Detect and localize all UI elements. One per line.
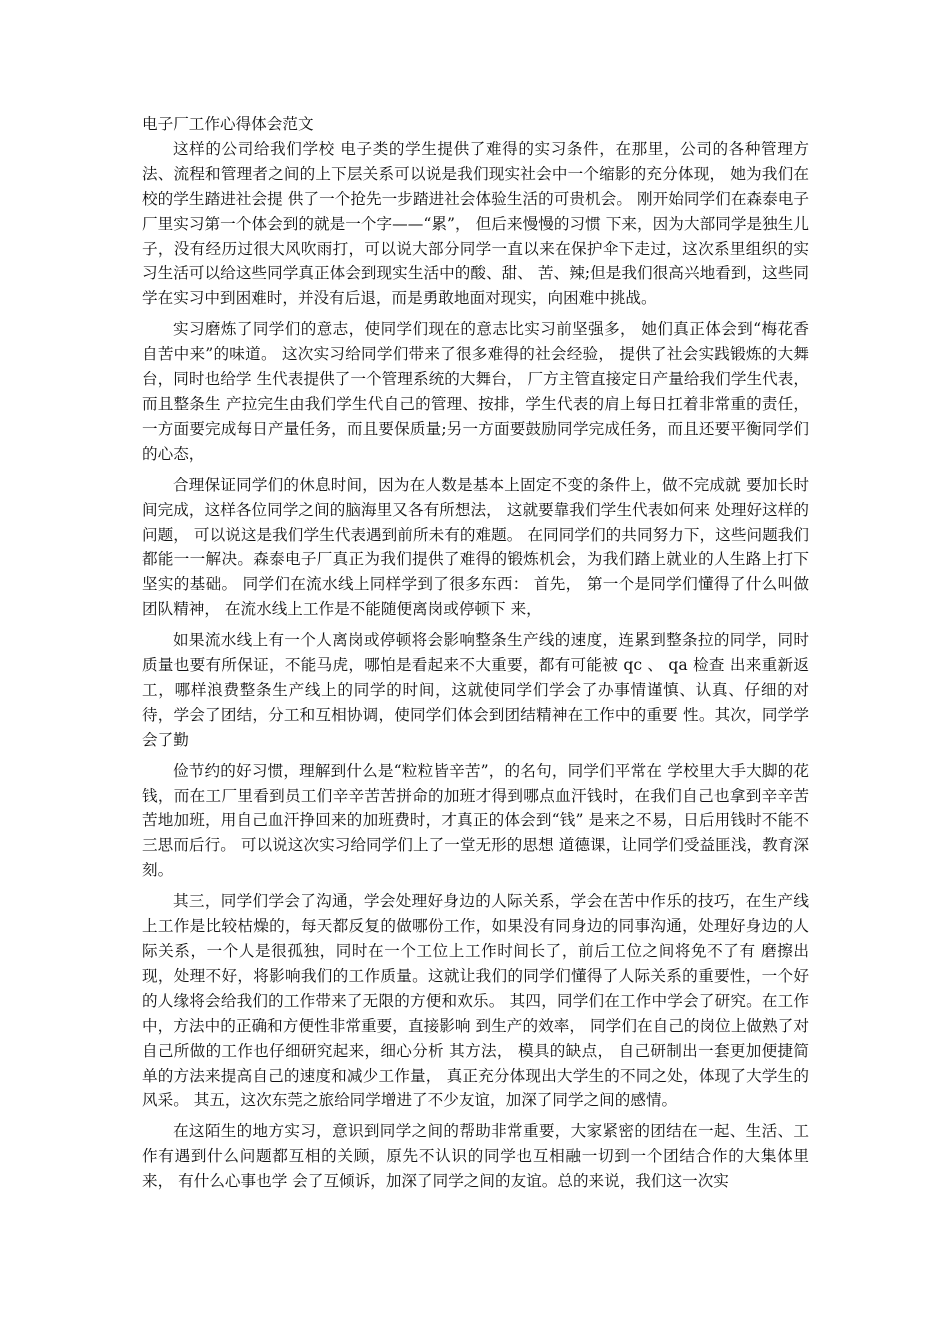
paragraph-5: 俭节约的好习惯，理解到什么是“粒粒皆辛苦”，的名句，同学们平常在 学校里大手大脚的花钱，而在工厂里看到员工们辛辛苦苦拼命的加班才得到哪点血汗钱时，在我们自己也拿到辛辛苦苦地加班，用自己血汗挣回来的加班费时，才真正的体会到“钱” 是来之不易，日后用钱时不能不三思而后行。 可以说这次实习给同学们上了一堂无形的思想 道德课，让同学们受益匪浅，教育深刻。: [142, 761, 809, 880]
paragraph-7: 在这陌生的地方实习，意识到同学之间的帮助非常重要，大家紧密的团结在一起、生活、工作有遇到什么问题都互相的关顾，原先不认识的同学也互相融一切到一个团结合作的大集体里来， 有什么心事也学 会了互倾诉，加深了同学之间的友谊。总的来说，我们这一次实: [142, 1122, 809, 1191]
paragraph-2: 实习磨炼了同学们的意志，使同学们现在的意志比实习前坚强多， 她们真正体会到“梅花香自苦中来”的味道。 这次实习给同学们带来了很多难得的社会经验， 提供了社会实践锻炼的大舞台，同时也给学 生代表提供了一个管理系统的大舞台， 厂方主管直接定日产量给我们学生代表， 而且整条生 产拉完生由我们学生代自己的管理、按排，学生代表的肩上每日扛着非常重的责任，一方面要完成每日产量任务，而且要保质量;另一方面要鼓励同学完成任务，而且还要平衡同学们 的心态，: [142, 320, 809, 463]
paragraph-4: 如果流水线上有一个人离岗或停顿将会影响整条生产线的速度，连累到整条拉的同学，同时质量也要有所保证，不能马虎，哪怕是看起来不大重要，都有可能被 qc 、 qa 检查 出来重新返工，哪样浪费整条生产线上的同学的时间，这就使同学们学会了办事情谨慎、认真、仔细的对待，学会了团结，分工和互相协调，使同学们体会到团结精神在工作中的重要 性。其次，同学学会了勤: [142, 631, 809, 749]
paragraph-1: 这样的公司给我们学校 电子类的学生提供了难得的实习条件，在那里，公司的各种管理方法、流程和管理者之间的上下层关系可以说是我们现实社会中一个缩影的充分体现， 她为我们在校的学生踏进社会提 供了一个抢先一步踏进社会体验生活的可贵机会。 刚开始同学们在森泰电子厂里实习第一个体会到的就是一个字——“累”， 但后来慢慢的习惯 下来，因为大部同学是独生儿子，没有经历过很大风吹雨打，可以说大部分同学一直以来在保护伞下走过，这次系里组织的实习生活可以给这些同学真正体会到现实生活中的酸、甜、 苦、辣;但是我们很高兴地看到，这些同学在实习中到困难时，并没有后退，而是勇敢地面对现实，向困难中挑战。: [142, 139, 809, 308]
document-body: [142, 112, 809, 1200]
paragraph-6: 其三，同学们学会了沟通，学会处理好身边的人际关系，学会在苦中作乐的技巧，在生产线 上工作是比较枯燥的，每天都反复的做哪份工作，如果没有同身边的同事沟通，处理好身边的人际关系，一个人是很孤独，同时在一个工位上工作时间长了，前后工位之间将免不了有 磨擦出现，处理不好，将影响我们的工作质量。这就让我们的同学们懂得了人际关系的重要性，一个好的人缘将会给我们的工作带来了无限的方便和欢乐。 其四，同学们在工作中学会了研究。在工作中，方法中的正确和方便性非常重要，直接影响 到生产的效率， 同学们在自己的岗位上做熟了对自己所做的工作也仔细研究起来，细心分析 其方法， 模具的缺点， 自己研制出一套更加便捷简单的方法来提高自己的速度和减少工作量， 真正充分体现出大学生的不同之处，体现了大学生的风采。 其五，这次东莞之旅给同学增进了不少友谊，加深了同学之间的感情。: [142, 892, 809, 1110]
paragraph-3: 合理保证同学们的休息时间，因为在人数是基本上固定不变的条件上，做不完成就 要加长时间完成，这样各位同学之间的脑海里又各有所想法， 这就要靠我们学生代表如何来 处理好这样的问题， 可以说这是我们学生代表遇到前所未有的难题。 在同同学们的共同努力下，这些问题我们都能一一解决。森泰电子厂真正为我们提供了难得的锻炼机会，为我们踏上就业的人生路上打下坚实的基础。 同学们在流水线上同样学到了很多东西： 首先， 第一个是同学们懂得了什么叫做团队精神， 在流水线上工作是不能随便离岗或停顿下 来，: [142, 475, 809, 619]
document-title: 电子厂工作心得体会范文: [142, 115, 314, 133]
